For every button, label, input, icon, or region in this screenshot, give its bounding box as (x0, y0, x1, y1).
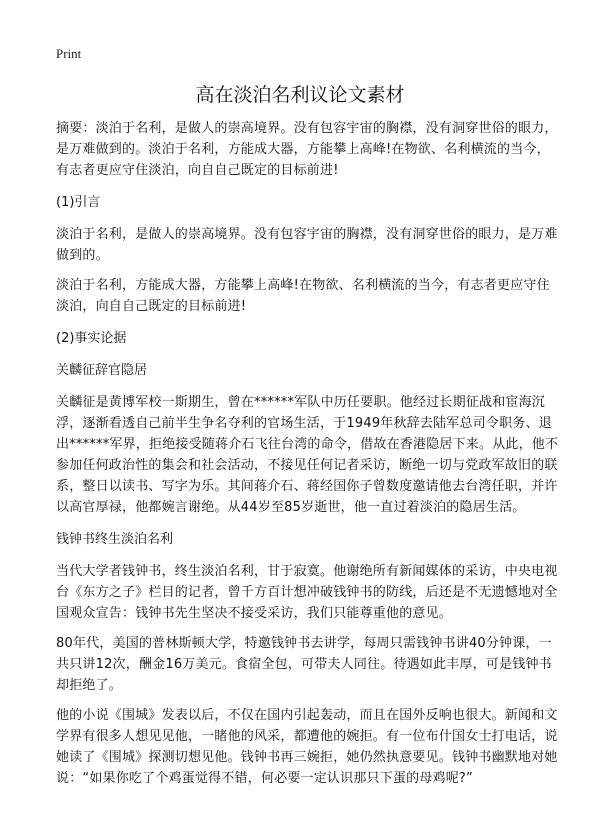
page-title: 高在淡泊名利议论文素材 (195, 84, 405, 106)
guan-linzheng-paragraph: 关麟征是黄博军校一斯期生，曾在******军队中历任要职。他经过长期征战和宦海沉浮，逐渐看透自己前半生争名夺利的官场生活，于1949年秋辞去陆军总司令职务、退出******军界，拒绝接受随蒋介石飞往台湾的命令，借故在香港隐居下来。从此，他不参加任何政治性的集会和社会活动，不接见任何记者采访，断绝一切与党政军故旧的联系，整日以读书、写字为乐。其间蒋介石、蒋经国你子曾数度邀请他去台湾任职，并许以高官厚禄，他都婉言谢绝。从44岁至85岁逝世，他一直过着淡泊的隐居生活。 (56, 395, 559, 515)
subheading-guan-linzheng: 关麟征辞官隐居 (56, 363, 148, 378)
section-heading-evidence: (2)事实论据 (56, 331, 127, 346)
section-heading-intro: (1)引言 (56, 195, 101, 210)
intro-paragraph-2: 淡泊于名利，方能成大器，方能攀上高峰!在物欲、名利横流的当今，有志者更应守住淡泊，向自自己既定的目标前进! (56, 278, 550, 314)
qian-zhongshu-paragraph-1: 当代大学者钱钟书，终生淡泊名利，甘于寂寞。他谢绝所有新闻媒体的采访，中央电视台《东方之子》栏目的记者，曾千方百计想冲破钱钟书的防线，后还是不无遗憾地对全国观众宣告：钱钟书先生坚决不接受采访，我们只能尊重他的意见。 (56, 564, 558, 621)
subheading-qian-zhongshu: 钱钟书终生淡泊名利 (56, 532, 174, 547)
article-body (56, 118, 562, 789)
qian-zhongshu-paragraph-2: 80年代，美国的普林斯顿大学，特邀钱钟书去讲学，每周只需钱钟书讲40分钟课，一共只讲12次，酬金16万美元。食宿全包，可带夫人同往。待遇如此丰厚，可是钱钟书却拒绝了。 (56, 636, 552, 693)
qian-zhongshu-paragraph-3: 他的小说《围城》发表以后，不仅在国内引起轰动，而且在国外反响也很大。新闻和文学界有很多人想见见他，一睹他的风采，都遭他的婉拒。有一位布什国女士打电话，说她读了《围城》探测切想见他。钱钟书再三婉拒，她仍然执意要见。钱钟书幽默地对她说：“如果你吃了个鸡蛋觉得不错，何必要一定认识那只下蛋的母鸡呢?” (56, 708, 558, 786)
print-link[interactable]: Print (56, 46, 82, 61)
abstract-paragraph: 摘要：淡泊于名利，是做人的崇高境界。没有包容宇宙的胸襟，没有洞穿世俗的眼力，是万难做到的。淡泊于名利，方能成大器，方能攀上高峰!在物欲、名利横流的当今，有志者更应守住淡泊，向自自己既定的目标前进! (56, 121, 558, 178)
intro-paragraph-1: 淡泊于名利，是做人的崇高境界。没有包容宇宙的胸襟，没有洞穿世俗的眼力，是万难做到的。 (56, 227, 558, 263)
